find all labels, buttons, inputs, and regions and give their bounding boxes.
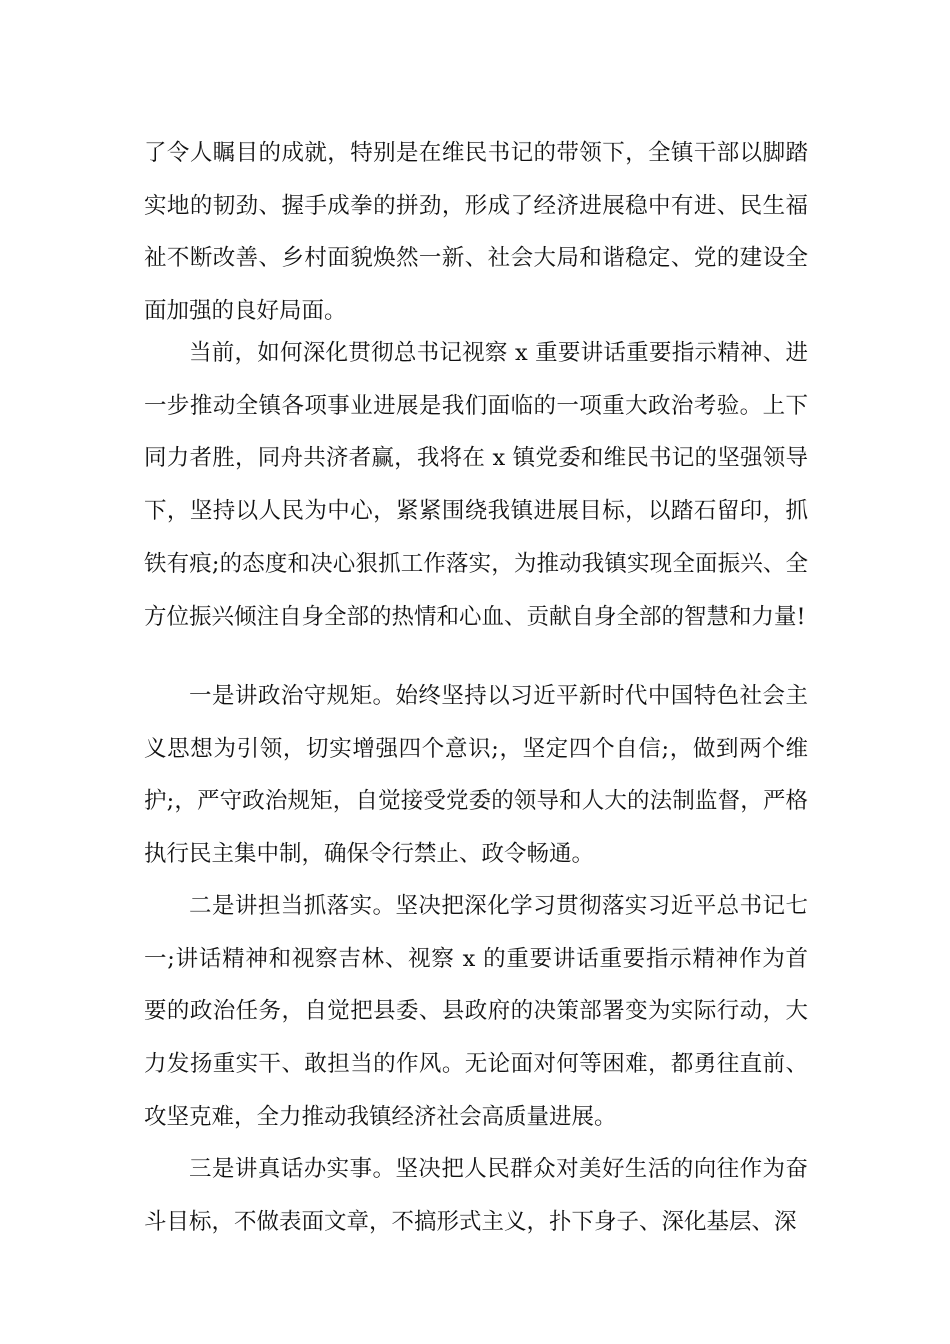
paragraph-5: 三是讲真话办实事。坚决把人民群众对美好生活的向往作为奋斗目标，不做表面文章，不搞形式主义，扑下身子、深化基层、深 [144,1156,808,1235]
paragraph-2: 当前，如何深化贯彻总书记视察 x 重要讲话重要指示精神、进一步推动全镇各项事业进展是我们面临的一项重大政治考验。上下同力者胜，同舟共济者赢，我将在 x 镇党委和维民书记的坚强领导下，坚持以人民为中心，紧紧围绕我镇进展目标，以踏石留印，抓铁有痕;的态度和决心狠抓工作落实，为推动我镇实现全面振兴、全方位振兴倾注自身全部的热情和心血、贡献自身全部的智慧和力量! [144,340,808,630]
paragraph-1: 了令人瞩目的成就，特别是在维民书记的带领下，全镇干部以脚踏实地的韧劲、握手成拳的拼劲，形成了经济进展稳中有进、民生福祉不断改善、乡村面貌焕然一新、社会大局和谐稳定、党的建设全面加强的良好局面。 [144,140,808,325]
paragraph-4: 二是讲担当抓落实。坚决把深化学习贯彻落实习近平总书记七一;讲话精神和视察吉林、视察 x 的重要讲话重要指示精神作为首要的政治任务，自觉把县委、县政府的决策部署变为实际行动，大力发扬重实干、敢担当的作风。无论面对何等困难，都勇往直前、攻坚克难，全力推动我镇经济社会高质量进展。 [144,893,808,1130]
paragraph-3: 一是讲政治守规矩。始终坚持以习近平新时代中国特色社会主义思想为引领，切实增强四个意识;，坚定四个自信;，做到两个维护;，严守政治规矩，自觉接受党委的领导和人大的法制监督，严格执行民主集中制，确保令行禁止、政令畅通。 [144,683,808,868]
